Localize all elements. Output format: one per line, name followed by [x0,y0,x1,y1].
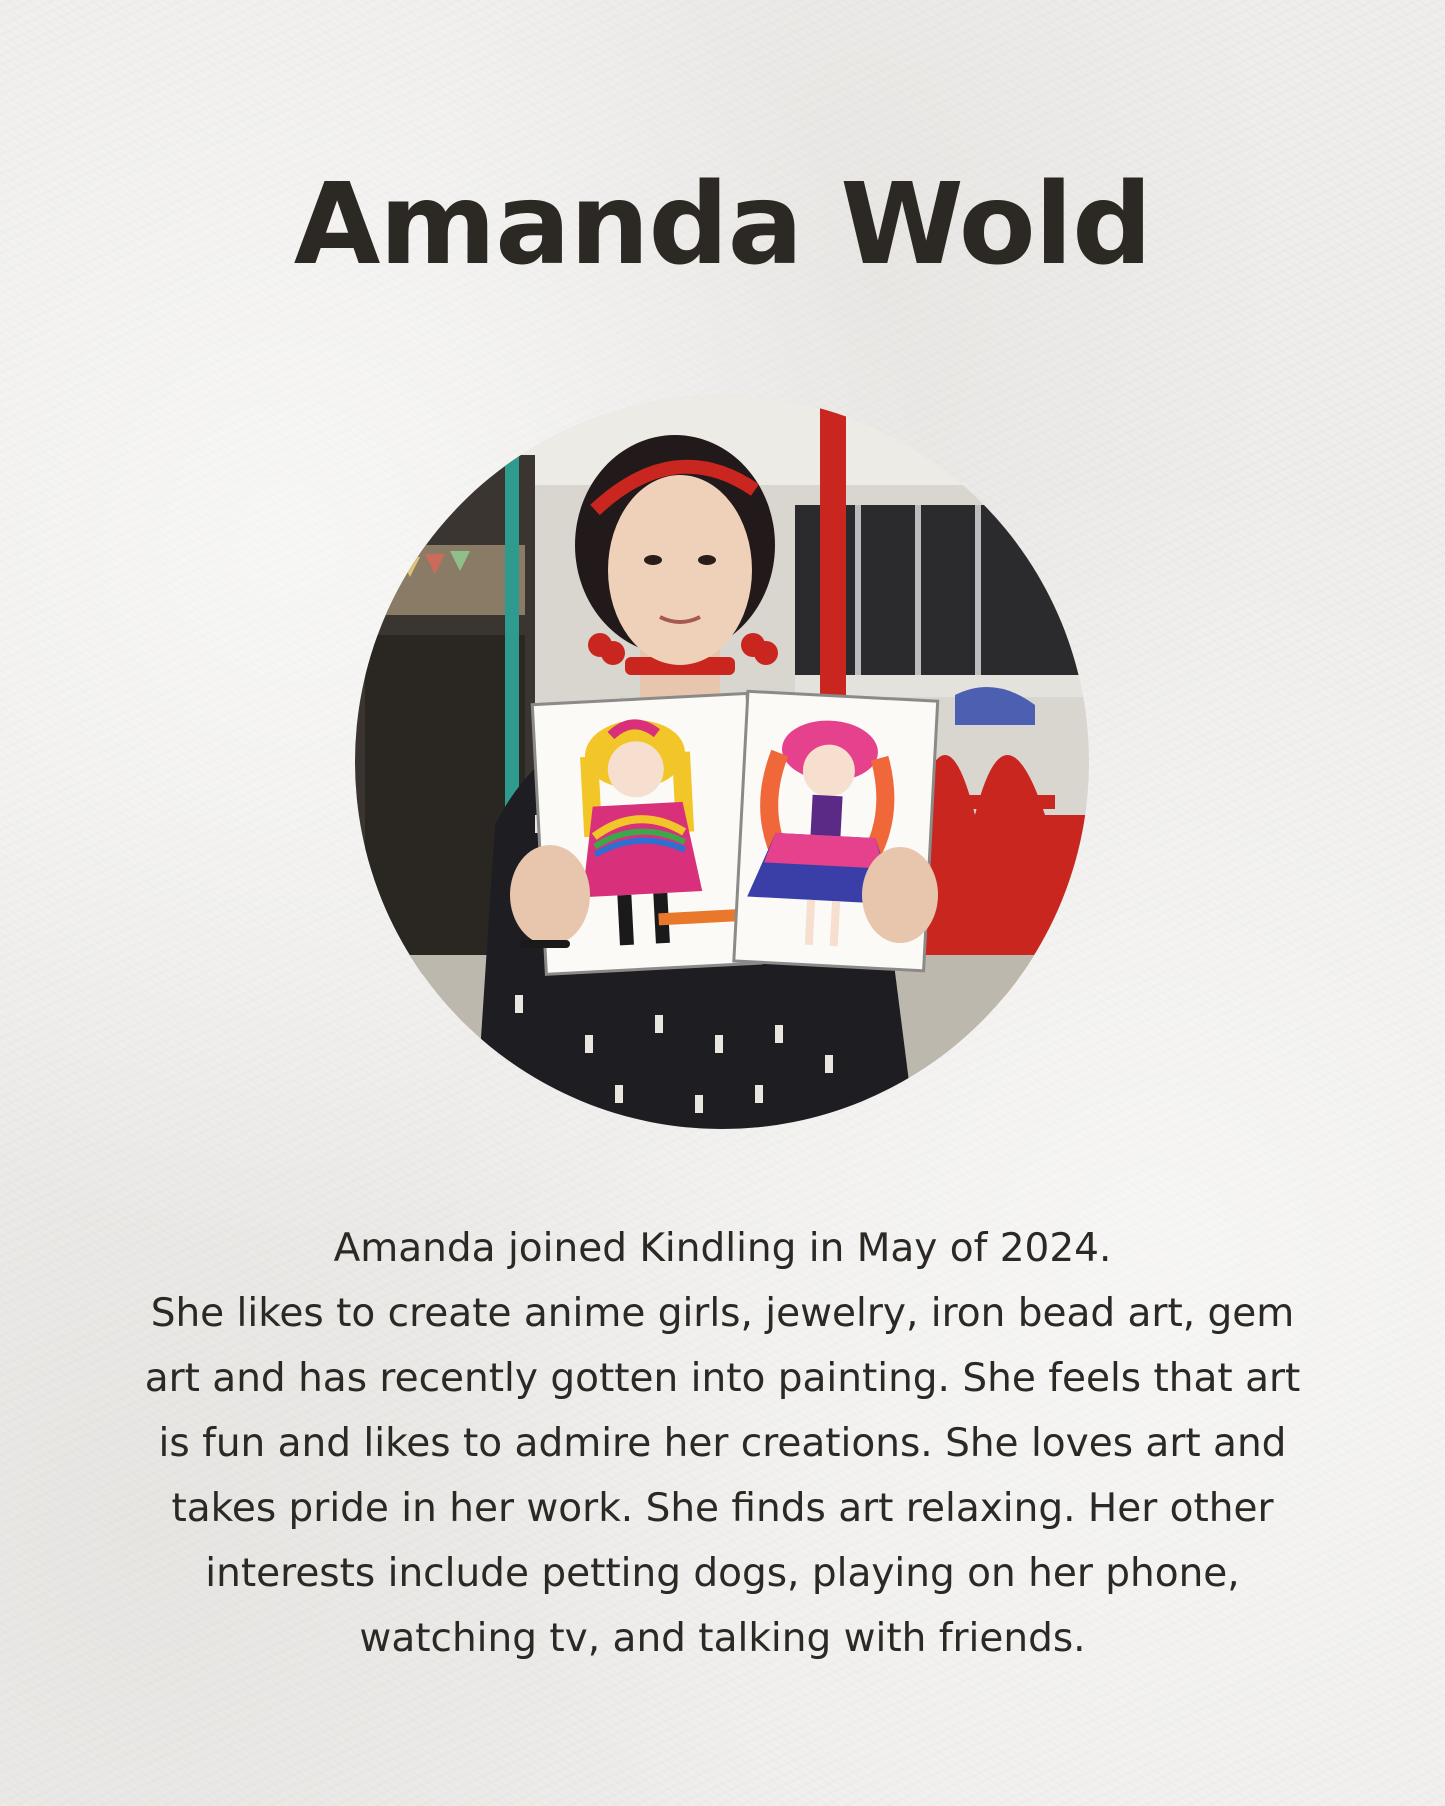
bio-line: watching tv, and talking with friends. [359,1616,1086,1661]
portrait-photo [355,395,1089,1129]
bio-line: takes pride in her work. She finds art relaxing. Her other [171,1486,1274,1531]
bio-line: She likes to create anime girls, jewelry, iron bead art, gem [150,1291,1295,1336]
page-title: Amanda Wold [293,160,1152,290]
bio-line: art and has recently gotten into painting. She feels that art [144,1356,1301,1401]
bio-line: interests include petting dogs, playing on her phone, [205,1551,1240,1596]
bio-line: Amanda joined Kindling in May of 2024. [333,1226,1112,1271]
photo-person-holding-drawings [355,395,1089,1129]
bio-line: is fun and likes to admire her creations. She loves art and [158,1421,1287,1466]
bio-text [100,1216,1345,1671]
